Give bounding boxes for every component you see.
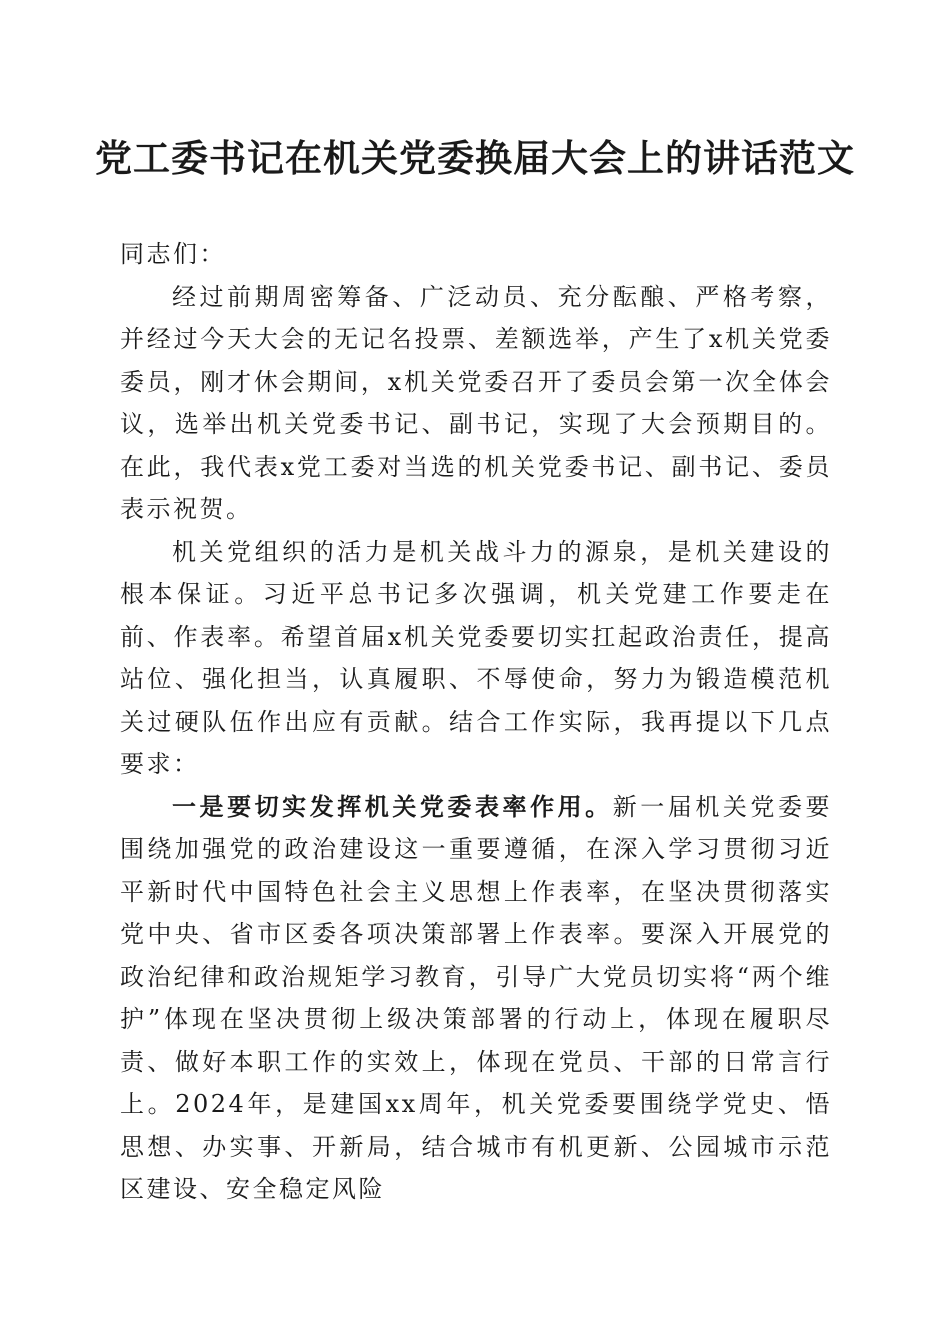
paragraph-text: 机关党组织的活力是机关战斗力的源泉，是机关建设的根本保证。习近平总书记多次强调，机关党建工作要走在前、作表率。希望首届x机关党委要切实扛起政治责任，提高站位、强化担当，认真履职、不辱使命，努力为锻造模范机关过硬队伍作出应有贡献。结合工作实际，我再提以下几点要求：: [120, 537, 832, 778]
document-body: [120, 233, 832, 1211]
paragraph-3: [120, 786, 832, 1211]
salutation: 同志们：: [120, 240, 226, 268]
paragraph-2: [120, 531, 832, 786]
paragraph-1: [120, 276, 832, 531]
document-title: 党工委书记在机关党委换届大会上的讲话范文: [95, 136, 855, 180]
paragraph-text: 新一届机关党委要围绕加强党的政治建设这一重要遵循，在深入学习贯彻习近平新时代中国特色社会主义思想上作表率，在坚决贯彻落实党中央、省市区委各项决策部署上作表率。要深入开展党的政治纪律和政治规矩学习教育，引导广大党员切实将“两个维护”体现在坚决贯彻上级决策部署的行动上，体现在履职尽责、做好本职工作的实效上，体现在党员、干部的日常言行上。2024年，是建国xx周年，机关党委要围绕学党史、悟思想、办实事、开新局，结合城市有机更新、公园城市示范区建设、安全稳定风险: [120, 792, 833, 1203]
paragraph-text: 经过前期周密筹备、广泛动员、充分酝酿、严格考察，并经过今天大会的无记名投票、差额选举，产生了x机关党委委员，刚才休会期间，x机关党委召开了委员会第一次全体会议，选举出机关党委书记、副书记，实现了大会预期目的。在此，我代表x党工委对当选的机关党委书记、副书记、委员表示祝贺。: [120, 282, 832, 523]
paragraph-lead: 一是要切实发挥机关党委表率作用。: [172, 791, 613, 821]
